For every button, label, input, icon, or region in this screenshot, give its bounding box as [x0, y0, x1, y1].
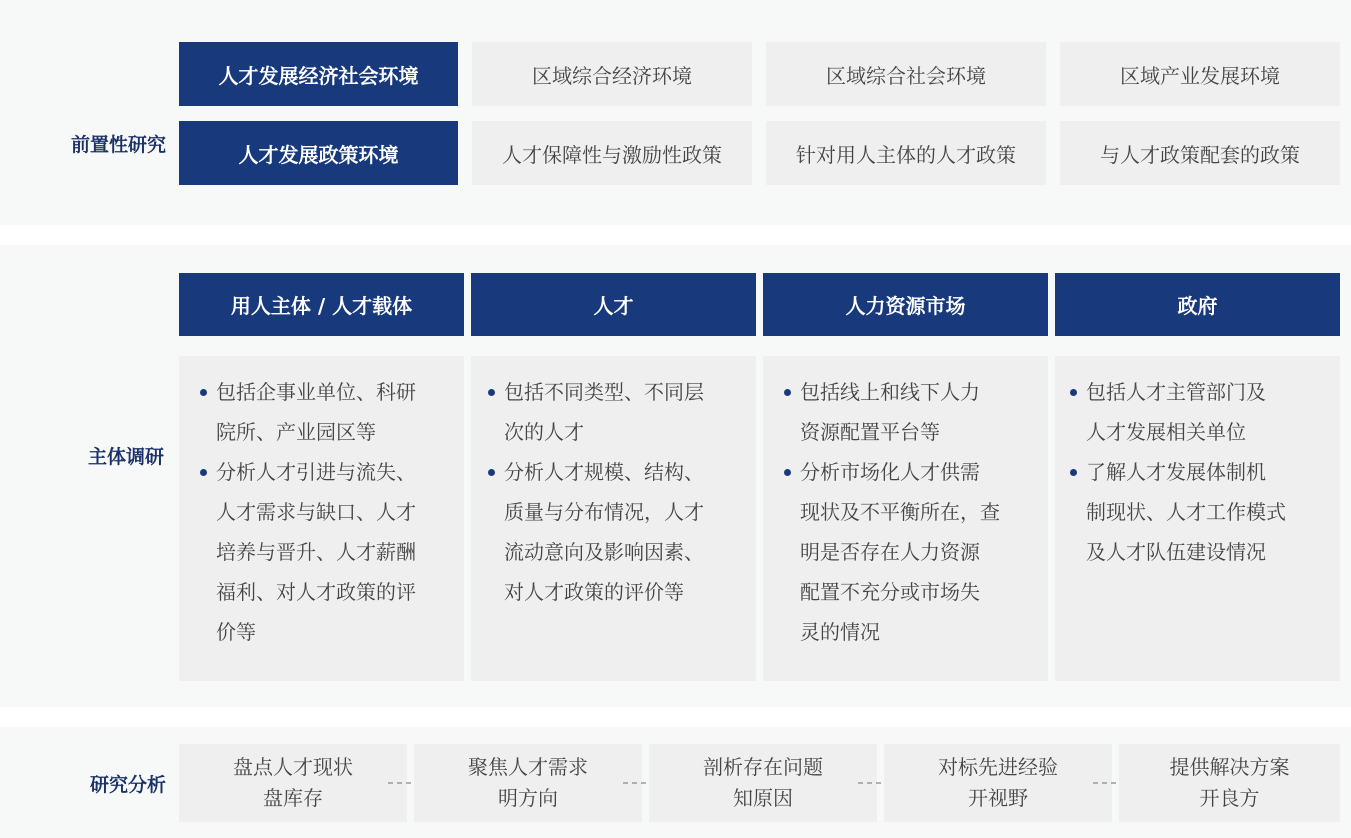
subject-header-talent: 人才 [471, 273, 756, 336]
bullet-item [800, 372, 1048, 452]
preresearch-item: 与人才政策配套的政策 [1060, 121, 1340, 185]
bullet-item [1086, 372, 1340, 452]
bullet-line: 质量与分布情况，人才 [504, 500, 704, 524]
subject-header-government: 政府 [1055, 273, 1340, 336]
step-line: 开良方 [1199, 786, 1260, 810]
analysis-step [884, 744, 1112, 822]
analysis-step [1119, 744, 1340, 822]
bullet-line: 包括线上和线下人力 [800, 380, 980, 404]
step-line: 提供解决方案 [1169, 755, 1290, 779]
bullet-line: 了解人才发展体制机 [1086, 460, 1266, 484]
bullet-line: 包括人才主管部门及 [1086, 380, 1266, 404]
bullet-line: 配置不充分或市场失 [800, 580, 980, 604]
bullet-line: 明是否存在人力资源 [800, 540, 980, 564]
step-line: 知原因 [733, 786, 793, 810]
preresearch-item: 区域产业发展环境 [1060, 42, 1340, 106]
bullet-line: 资源配置平台等 [800, 420, 940, 444]
bullet-line: 培养与晋升、人才薪酬 [216, 540, 416, 564]
preresearch-item: 区域综合经济环境 [472, 42, 752, 106]
bullet-item [504, 452, 756, 612]
subject-header-hr-market: 人力资源市场 [763, 273, 1048, 336]
step-line: 盘库存 [263, 786, 323, 810]
bullet-line: 价等 [216, 620, 256, 644]
analysis-step [179, 744, 407, 822]
bullet-item [800, 452, 1048, 652]
bullet-line: 包括不同类型、不同层 [504, 380, 704, 404]
bullet-line: 现状及不平衡所在，查 [800, 500, 1000, 524]
step-line: 开视野 [968, 786, 1028, 810]
bullet-item [216, 452, 464, 652]
preresearch-header-policy: 人才发展政策环境 [179, 121, 458, 185]
preresearch-header-economic-social: 人才发展经济社会环境 [179, 42, 458, 106]
bullet-line: 院所、产业园区等 [216, 420, 376, 444]
subject-research-label: 主体调研 [87, 446, 164, 468]
bullet-item [216, 372, 464, 452]
subject-content-talent [471, 356, 756, 681]
bullet-line: 分析人才引进与流失、 [216, 460, 416, 484]
bullet-line: 制现状、人才工作模式 [1086, 500, 1286, 524]
bullet-line: 灵的情况 [800, 620, 880, 644]
step-line: 剖析存在问题 [703, 755, 823, 779]
analysis-step [649, 744, 877, 822]
preresearch-item: 人才保障性与激励性政策 [472, 121, 752, 185]
analysis-step [414, 744, 642, 822]
bullet-line: 分析人才规模、结构、 [504, 460, 704, 484]
bullet-line: 包括企事业单位、科研 [216, 380, 416, 404]
bullet-line: 人才需求与缺口、人才 [216, 500, 416, 524]
bullet-item [1086, 452, 1340, 572]
preresearch-label: 前置性研究 [70, 134, 166, 156]
preresearch-item: 区域综合社会环境 [766, 42, 1046, 106]
preresearch-item: 针对用人主体的人才政策 [766, 121, 1046, 185]
step-line: 聚焦人才需求 [468, 755, 588, 779]
step-line: 对标先进经验 [938, 755, 1058, 779]
bullet-line: 分析市场化人才供需 [800, 460, 980, 484]
subject-content-hr-market [763, 356, 1048, 681]
step-line: 明方向 [498, 786, 558, 810]
subject-content-government [1055, 356, 1340, 681]
bullet-line: 流动意向及影响因素、 [504, 540, 704, 564]
subject-content-employer [179, 356, 464, 681]
bullet-line: 次的人才 [504, 420, 584, 444]
step-line: 盘点人才现状 [233, 755, 353, 779]
analysis-label: 研究分析 [89, 774, 166, 796]
bullet-line: 及人才队伍建设情况 [1086, 540, 1266, 564]
bullet-line: 人才发展相关单位 [1086, 420, 1246, 444]
bullet-line: 对人才政策的评价等 [504, 580, 684, 604]
preresearch-band [0, 0, 1351, 225]
bullet-line: 福利、对人才政策的评 [216, 580, 416, 604]
bullet-item [504, 372, 756, 452]
subject-header-employer: 用人主体 / 人才载体 [179, 273, 464, 336]
